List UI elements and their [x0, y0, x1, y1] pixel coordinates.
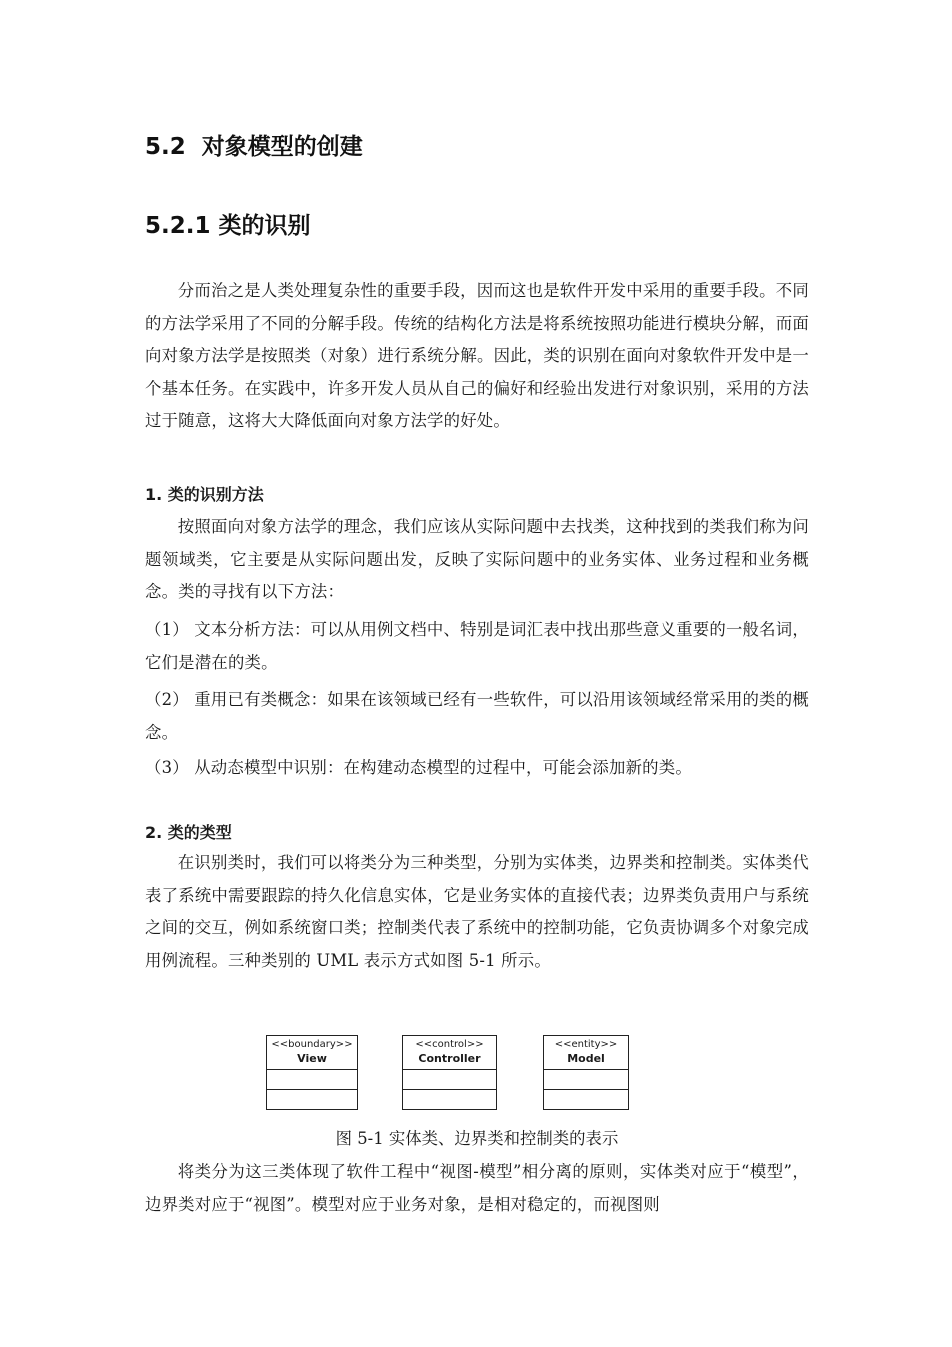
uml-class-name: Model	[567, 1052, 605, 1065]
section-number: 5.2	[145, 134, 186, 160]
uml-attributes-compartment	[266, 1070, 358, 1090]
list-item-dynamic-model: （3） 从动态模型中识别：在构建动态模型的过程中，可能会添加新的类。	[145, 758, 692, 777]
uml-class-header	[266, 1035, 358, 1070]
uml-stereotype: <<boundary>>	[271, 1039, 353, 1050]
subsection-title: 类的识别	[218, 213, 311, 239]
subsection-number: 5.2.1	[145, 213, 211, 239]
uml-stereotype: <<entity>>	[554, 1039, 618, 1050]
uml-operations-compartment	[543, 1090, 629, 1110]
subsection-heading	[145, 207, 311, 240]
uml-stereotype: <<control>>	[415, 1039, 484, 1050]
uml-operations-compartment	[266, 1090, 358, 1110]
heading-class-types: 2. 类的类型	[145, 823, 232, 842]
list-item-reuse-concepts: （2） 重用已有类概念：如果在该领域已经有一些软件，可以沿用该领域经常采用的类的概念。	[145, 690, 809, 742]
uml-class-name: View	[297, 1052, 327, 1065]
figure-caption: 图 5-1 实体类、边界类和控制类的表示	[335, 1129, 619, 1148]
paragraph-mvc: 将类分为这三类体现了软件工程中“视图-模型”相分离的原则，实体类对应于“模型”，边界类对应于“视图”。模型对应于业务对象，是相对稳定的，而视图则	[145, 1162, 809, 1214]
uml-class-header	[402, 1035, 497, 1070]
uml-attributes-compartment	[402, 1070, 497, 1090]
uml-class-boundary	[266, 1035, 358, 1110]
section-title: 对象模型的创建	[201, 134, 363, 160]
uml-class-name: Controller	[418, 1052, 481, 1065]
heading-identification-methods: 1. 类的识别方法	[145, 485, 264, 504]
uml-class-control	[402, 1035, 497, 1110]
list-item-text-analysis: （1） 文本分析方法：可以从用例文档中、特别是词汇表中找出那些意义重要的一般名词，它们是潜在的类。	[145, 620, 809, 672]
paragraph-class-types: 在识别类时，我们可以将类分为三种类型，分别为实体类，边界类和控制类。实体类代表了系统中需要跟踪的持久化信息实体，它是业务实体的直接代表；边界类负责用户与系统之间的交互，例如系统窗口类；控制类代表了系统中的控制功能，它负责协调多个对象完成用例流程。三种类别的 UML 表示方式如图 5-1 所示。	[145, 853, 809, 970]
uml-class-entity	[543, 1035, 629, 1110]
paragraph-intro: 分而治之是人类处理复杂性的重要手段，因而这也是软件开发中采用的重要手段。不同的方法学采用了不同的分解手段。传统的结构化方法是将系统按照功能进行模块分解，而面向对象方法学是按照类（对象）进行系统分解。因此，类的识别在面向对象软件开发中是一个基本任务。在实践中，许多开发人员从自己的偏好和经验出发进行对象识别，采用的方法过于随意，这将大大降低面向对象方法学的好处。	[145, 281, 809, 430]
uml-operations-compartment	[402, 1090, 497, 1110]
section-heading	[145, 128, 363, 161]
uml-attributes-compartment	[543, 1070, 629, 1090]
uml-class-header	[543, 1035, 629, 1070]
paragraph-methods: 按照面向对象方法学的理念，我们应该从实际问题中去找类，这种找到的类我们称为问题领域类，它主要是从实际问题出发，反映了实际问题中的业务实体、业务过程和业务概念。类的寻找有以下方法：	[145, 517, 809, 601]
